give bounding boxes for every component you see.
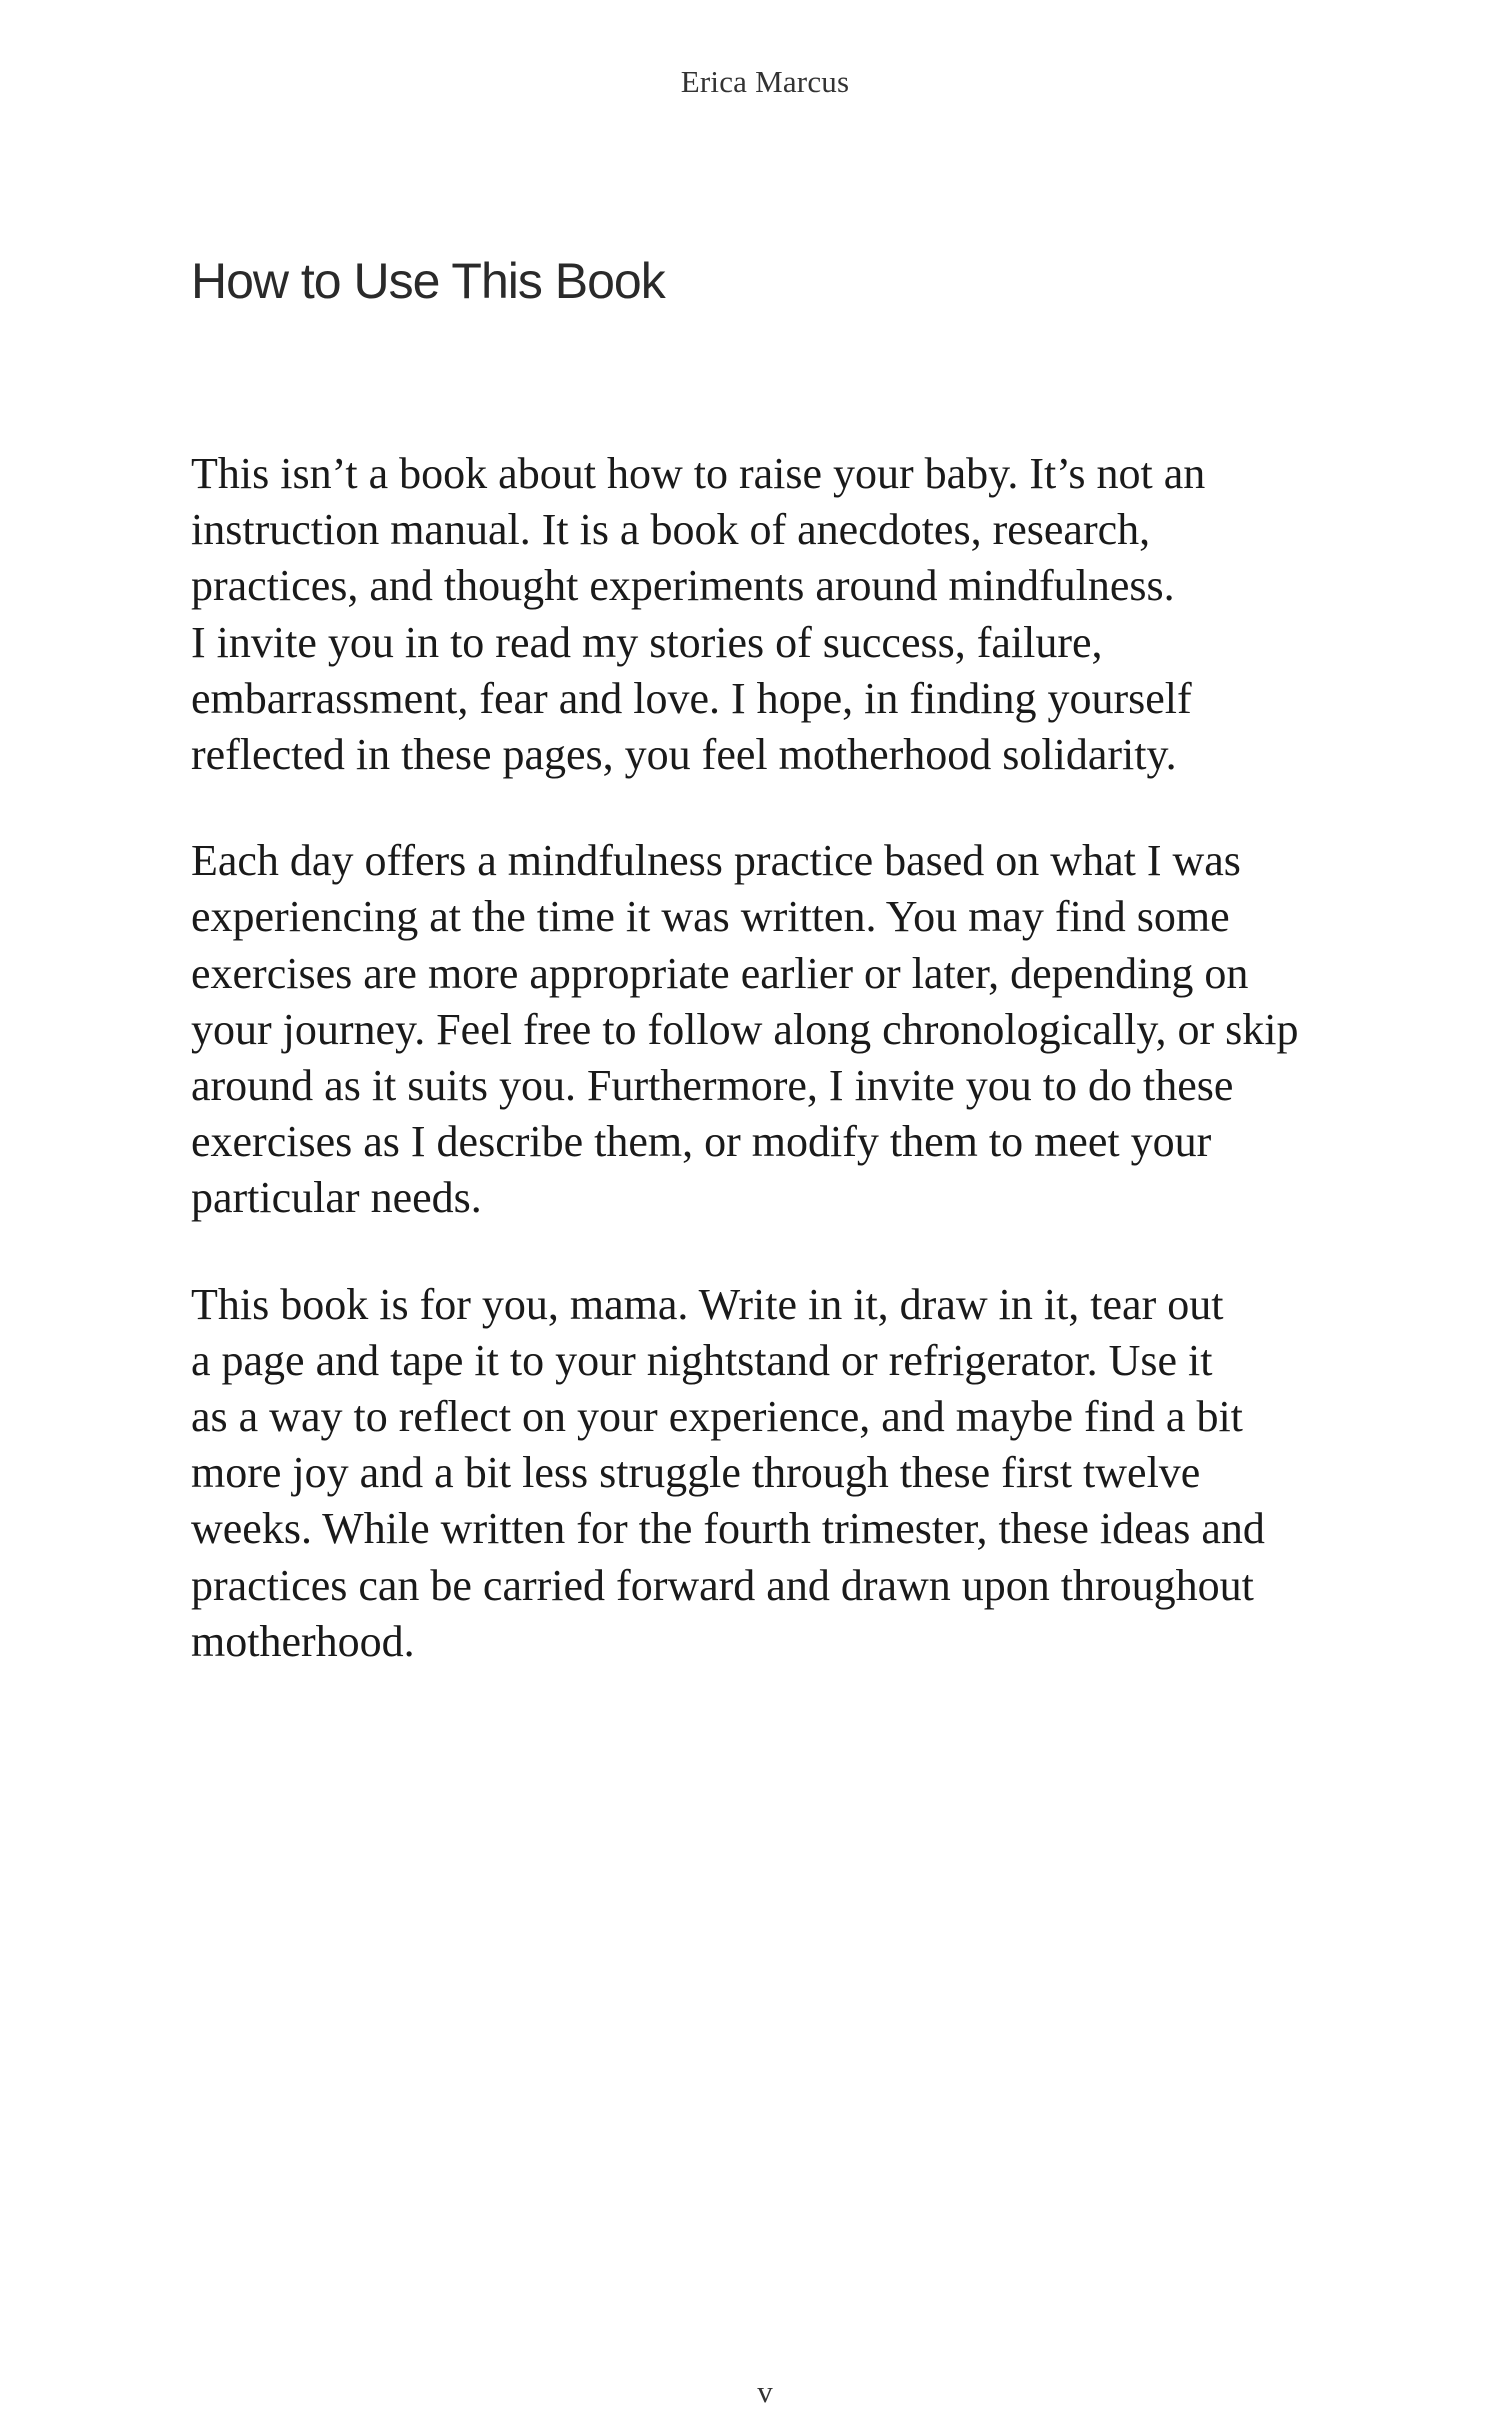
page-number: v	[757, 2374, 773, 2409]
paragraph-3: This book is for you, mama. Write in it, draw in it, tear out a page and tape it to your nightstand or refrigerator. Use it as a way to reflect on your experience, and maybe find a bit more joy and a bit less struggle through these first twelve weeks. While written for the fourth trimester, these ideas and practices can be carried forward and drawn upon throughout motherhood.	[191, 1279, 1265, 1666]
body-text	[191, 446, 1341, 1720]
running-header: Erica Marcus	[680, 64, 850, 99]
paragraph-2: Each day offers a mindfulness practice based on what I was experiencing at the time it was written. You may find some exercises are more appropriate earlier or later, depending on your journey. Feel free to follow along chronologically, or skip around as it suits you. Furthermore, I invite you to do these exercises as I describe them, or modify them to meet your particular needs.	[191, 836, 1299, 1223]
chapter-title: How to Use This Book	[191, 253, 665, 309]
paragraph-1: This isn’t a book about how to raise your baby. It’s not an instruction manual. It is a book of anecdotes, research, practices, and thought experiments around mindfulness. I invite you in to read my stories of success, failure, embarrassment, fear and love. I hope, in finding yourself reflected in these pages, you feel motherhood solidarity.	[191, 449, 1206, 780]
